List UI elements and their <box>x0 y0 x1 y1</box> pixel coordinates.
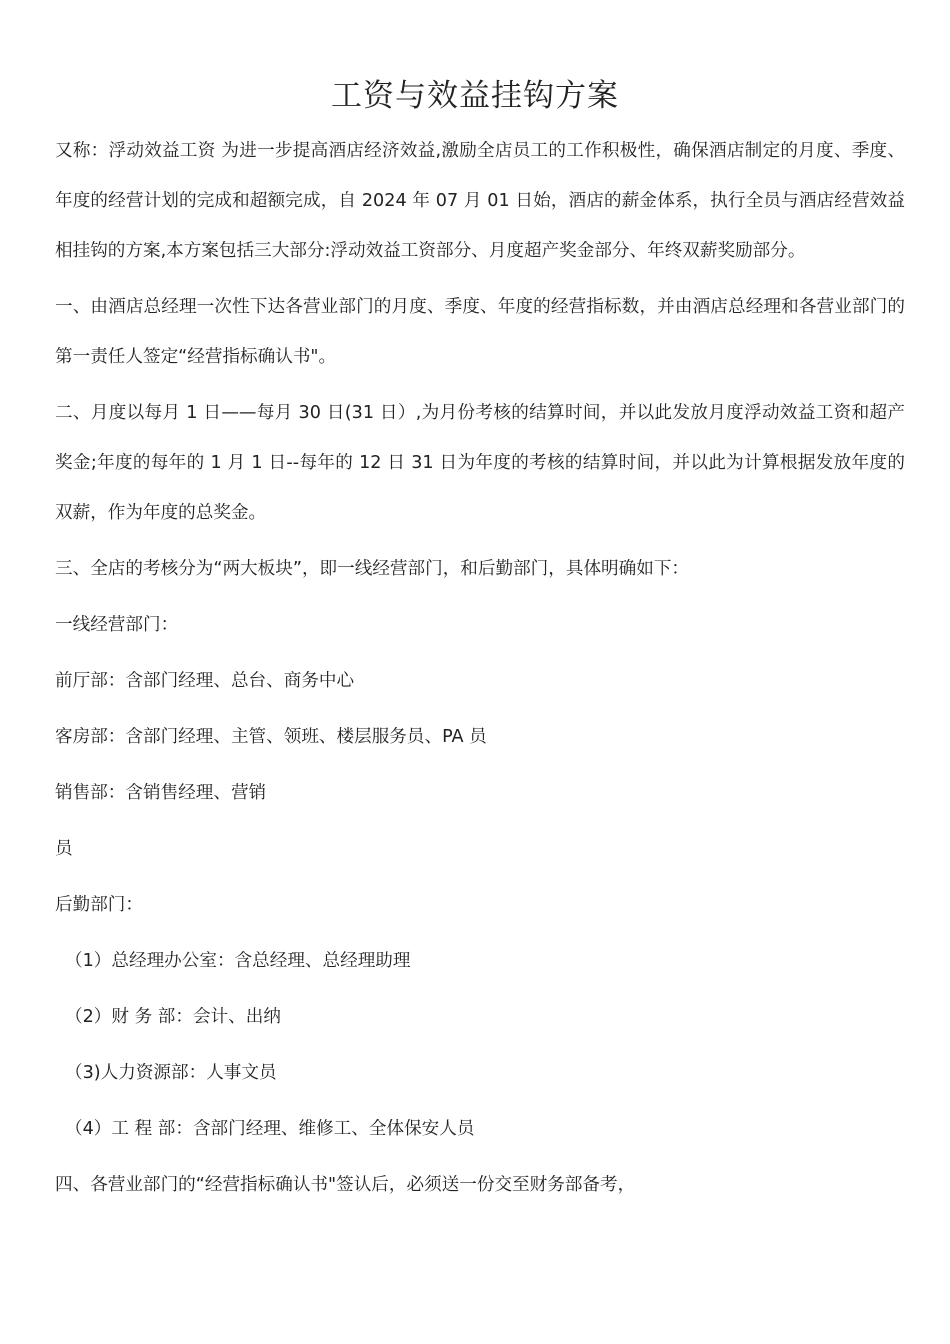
frontline-heading: 一线经营部门： <box>55 615 179 635</box>
support-item-2: （2）财 务 部：会计、出纳 <box>65 1007 281 1027</box>
housekeeping-line: 客房部：含部门经理、主管、领班、楼层服务员、PA 员 <box>55 727 487 747</box>
support-item-4: （4）工 程 部：含部门经理、维修工、全体保安人员 <box>65 1119 475 1139</box>
document-title: 工资与效益挂钩方案 <box>331 78 619 114</box>
sales-line-continued: 员 <box>55 839 73 859</box>
support-item-1: （1）总经理办公室：含总经理、总经理助理 <box>65 951 411 971</box>
support-heading: 后勤部门： <box>55 895 143 915</box>
front-office-line: 前厅部：含部门经理、总台、商务中心 <box>55 671 355 691</box>
support-item-3: （3)人力资源部：人事文员 <box>65 1063 277 1083</box>
document-body <box>55 126 905 1216</box>
paragraph-intro: 又称：浮动效益工资 为进一步提高酒店经济效益,激励全店员工的工作积极性，确保酒店制定的月度、季度、年度的经营计划的完成和超额完成，自 2024 年 07 月 01 日始，酒店的薪金体系，执行全员与酒店经营效益相挂钩的方案,本方案包括三大部分:浮动效益工资部分、月度超产奖金部分、年终双薪奖励部分。 <box>55 141 905 261</box>
paragraph-section-2: 二、月度以每月 1 日——每月 30 日(31 日）,为月份考核的结算时间，并以此发放月度浮动效益工资和超产奖金;年度的每年的 1 月 1 日--每年的 12 日 31 日为年度的考核的结算时间，并以此为计算根据发放年度的双薪，作为年度的总奖金。 <box>55 403 905 523</box>
paragraph-section-1: 一、由酒店总经理一次性下达各营业部门的月度、季度、年度的经营指标数，并由酒店总经理和各营业部门的第一责任人签定“经营指标确认书"。 <box>55 297 905 367</box>
paragraph-section-4: 四、各营业部门的“经营指标确认书"签认后，必须送一份交至财务部备考， <box>55 1175 636 1195</box>
paragraph-section-3: 三、全店的考核分为“两大板块”，即一线经营部门，和后勤部门，具体明确如下： <box>55 559 690 579</box>
sales-line: 销售部：含销售经理、营销 <box>55 783 267 803</box>
